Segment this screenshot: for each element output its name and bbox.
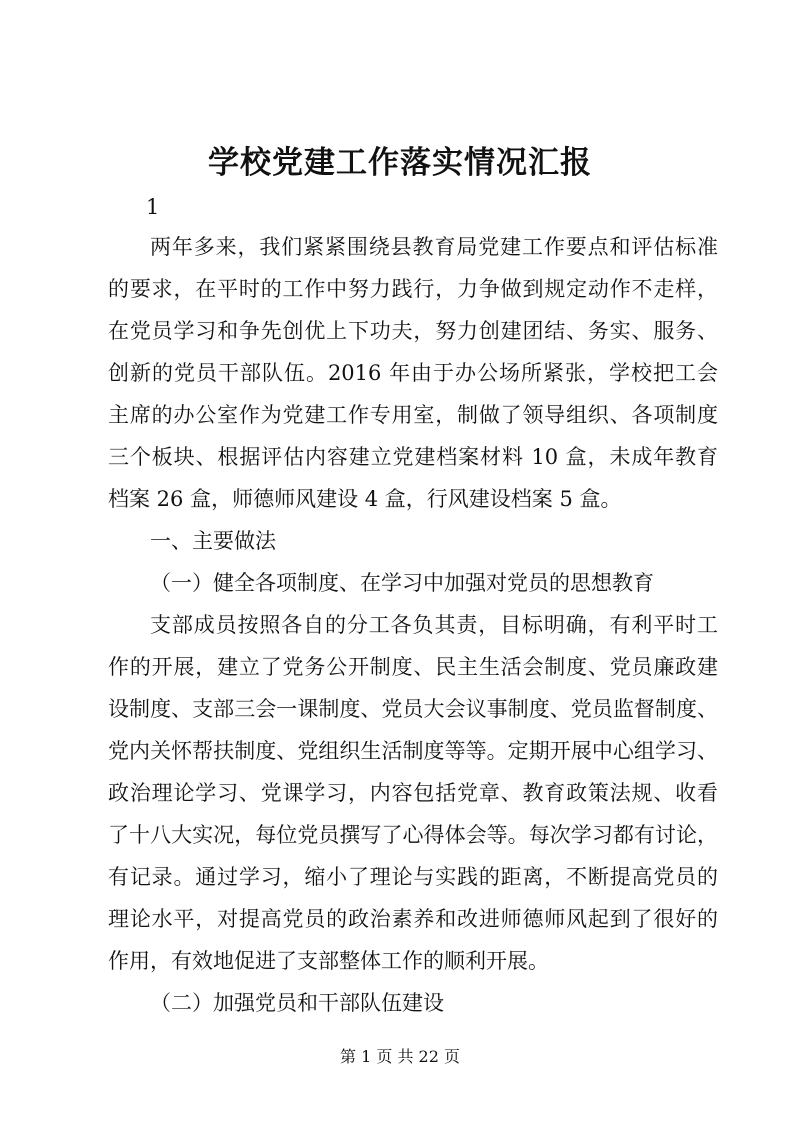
paragraph-line-3: 在党员学习和争先创优上下功夫，努力创建团结、务实、服务、	[108, 319, 718, 343]
paragraph-line-7: 档案 26 盒，师德师风建设 4 盒，行风建设档案 5 盒。	[108, 487, 622, 511]
paragraph-line-9: 作的开展，建立了党务公开制度、民主生活会制度、党员廉政建	[108, 655, 718, 679]
paragraph-line-8: 支部成员按照各自的分工各负其责，目标明确，有利平时工	[150, 613, 718, 637]
paragraph-line-11: 党内关怀帮扶制度、党组织生活制度等等。定期开展中心组学习、	[108, 739, 718, 763]
section-number: 1	[146, 195, 160, 219]
paragraph-line-15: 理论水平，对提高党员的政治素养和改进师德师风起到了很好的	[108, 907, 718, 931]
paragraph-line-12: 政治理论学习、党课学习，内容包括党章、教育政策法规、收看	[108, 781, 718, 805]
document-title: 学校党建工作落实情况汇报	[208, 145, 592, 181]
paragraph-line-4: 创新的党员干部队伍。2016 年由于办公场所紧张，学校把工会	[108, 361, 718, 385]
paragraph-line-14: 有记录。通过学习，缩小了理论与实践的距离，不断提高党员的	[108, 865, 718, 889]
paragraph-line-2: 的要求，在平时的工作中努力践行，力争做到规定动作不走样，	[108, 277, 718, 301]
paragraph-line-13: 了十八大实况，每位党员撰写了心得体会等。每次学习都有讨论，	[108, 823, 718, 847]
heading-main-practices: 一、主要做法	[150, 529, 276, 553]
paragraph-line-5: 主席的办公室作为党建工作专用室，制做了领导组织、各项制度	[108, 403, 718, 427]
subheading-2: （二）加强党员和干部队伍建设	[150, 991, 444, 1015]
subheading-1: （一）健全各项制度、在学习中加强对党员的思想教育	[150, 571, 654, 595]
paragraph-line-16: 作用，有效地促进了支部整体工作的顺利开展。	[108, 949, 549, 973]
paragraph-line-6: 三个板块、根据评估内容建立党建档案材料 10 盒，未成年教育	[108, 445, 718, 469]
page-footer: 第 1 页 共 22 页	[340, 1047, 460, 1066]
paragraph-line-1: 两年多来，我们紧紧围绕县教育局党建工作要点和评估标准	[150, 235, 718, 259]
paragraph-line-10: 设制度、支部三会一课制度、党员大会议事制度、党员监督制度、	[108, 697, 718, 721]
